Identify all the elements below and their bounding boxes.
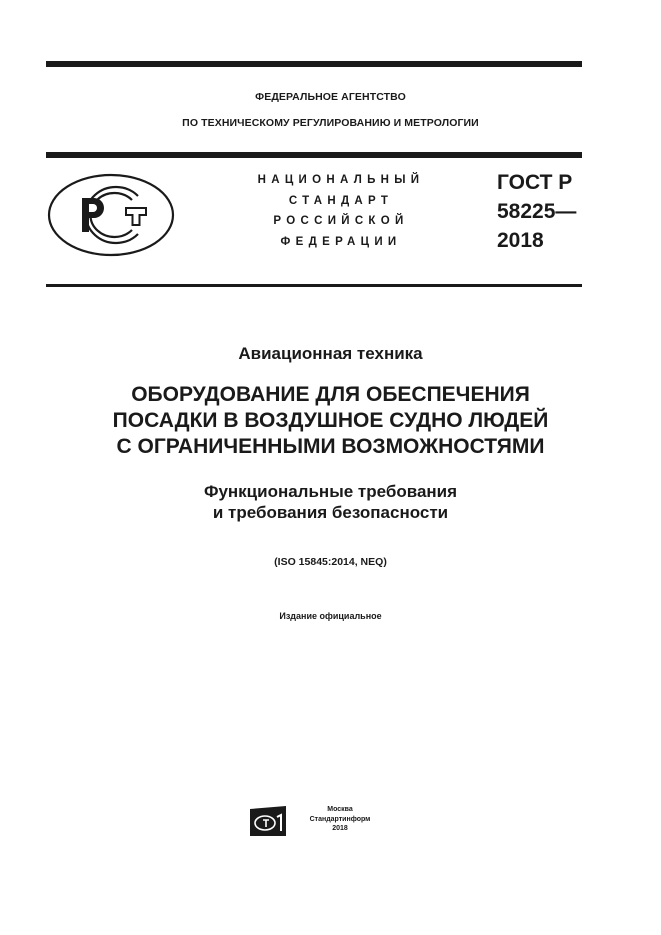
subtitle-line-1: Функциональные требования [203, 482, 458, 501]
national-standard-label [226, 170, 456, 252]
imprint-publisher: Стандартинформ [309, 815, 371, 823]
block-rule [46, 284, 582, 287]
document-subtitle [0, 481, 661, 523]
document-title [0, 382, 661, 460]
imprint-year: 2018 [332, 825, 348, 832]
standartinform-logo-icon [248, 805, 288, 837]
gost-line-1: ГОСТ Р [497, 171, 573, 194]
title-line-2: ПОСАДКИ В ВОЗДУШНОЕ СУДНО ЛЮДЕЙ [112, 409, 549, 432]
header-rule [46, 152, 582, 158]
gost-designation [497, 168, 576, 255]
title-line-3: С ОГРАНИЧЕННЫМИ ВОЗМОЖНОСТЯМИ [116, 435, 545, 458]
imprint-city: Москва [327, 806, 353, 813]
subtitle-line-2: и требования безопасности [212, 503, 449, 522]
gost-line-2: 58225— [497, 200, 577, 223]
series-title: Авиационная техника [238, 344, 423, 363]
national-line-3: РОССИЙСКОЙ [273, 215, 409, 227]
imprint [290, 805, 390, 834]
agency-line-2: ПО ТЕХНИЧЕСКОМУ РЕГУЛИРОВАНИЮ И МЕТРОЛОГИИ [182, 117, 479, 129]
rst-logo-icon [46, 172, 176, 258]
title-line-1: ОБОРУДОВАНИЕ ДЛЯ ОБЕСПЕЧЕНИЯ [131, 383, 530, 406]
national-line-1: НАЦИОНАЛЬНЫЙ [257, 174, 425, 186]
national-line-4: ФЕДЕРАЦИИ [280, 235, 402, 248]
top-rule [46, 61, 582, 67]
edition-label: Издание официальное [279, 611, 382, 621]
agency-line-1: ФЕДЕРАЛЬНОЕ АГЕНТСТВО [255, 91, 406, 103]
national-line-2: СТАНДАРТ [288, 194, 394, 207]
iso-reference: (ISO 15845:2014, NEQ) [274, 556, 387, 568]
gost-line-3: 2018 [497, 229, 544, 252]
